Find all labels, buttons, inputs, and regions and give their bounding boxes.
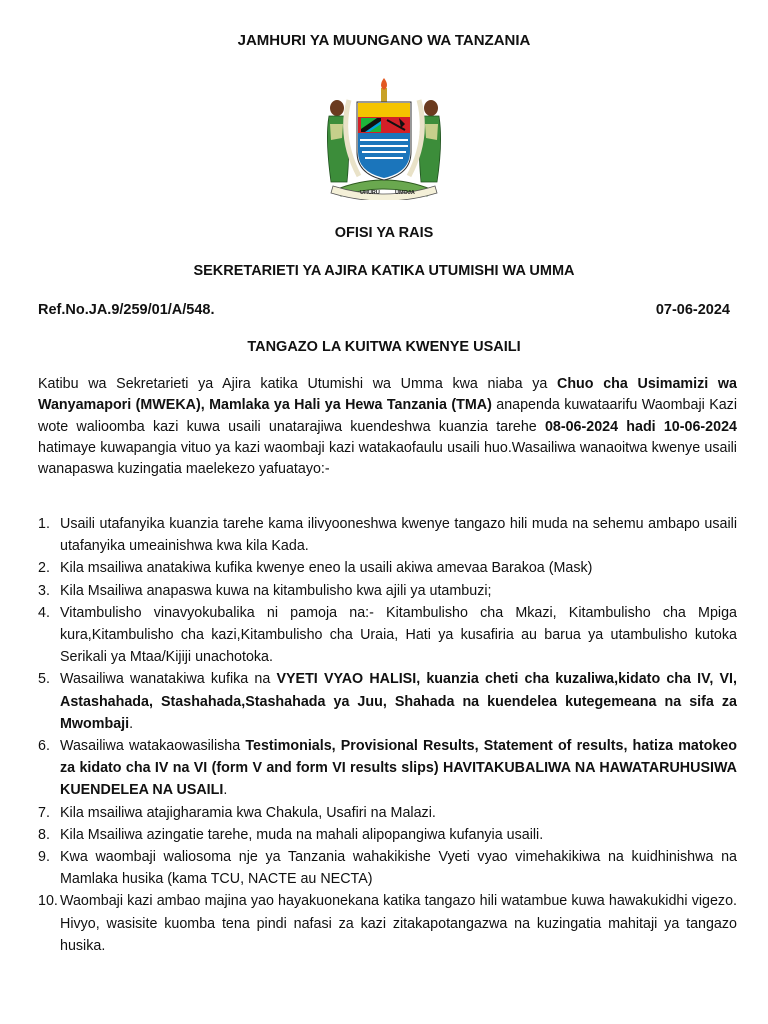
list-item-text: VYETI VYAO HALISI, kuanzia cheti cha kuzaliwa,kidato cha IV, VI, Astashahada, Stashahada,Stashahada ya Juu, Shahada na kuendelea kutegemeana na sifa za Mwombaji [60,671,737,732]
list-item-number: 9. [38,849,50,866]
motto-left: UHURU [360,190,380,196]
list-item-text: Kila msailiwa anatakiwa kufika kwenye eneo la usaili akiwa amevaa Barakoa (Mask) [60,560,593,577]
list-item-number: 7. [38,804,50,821]
list-item-number: 6. [38,738,50,755]
secretariat-heading: SEKRETARIETI YA AJIRA KATIKA UTUMISHI WA UMMA [193,263,575,279]
list-item-number: 5. [38,671,50,688]
list-item [0,557,768,579]
country-heading: JAMHURI YA MUUNGANO WA TANZANIA [237,32,531,49]
intro-text-run: Chuo cha Usimamizi wa Wanyamapori (MWEKA), Mamlaka ya Hali ya Hewa Tanzania (TMA) [38,376,737,414]
intro-text-run: anapenda kuwataarifu Waombaji Kazi wote walioomba kazi kuwa usaili unatarajiwa kuendeshwa kuanzia tarehe [38,397,738,435]
list-item [0,735,768,802]
list-item-text: Usaili utafanyika kuanzia tarehe kama ilivyooneshwa kwenye tangazo hili muda na sehemu ambapo usaili utafanyika umeainishwa kwa kila Kada. [60,516,737,555]
list-item-number: 1. [38,516,50,532]
list-item [0,890,768,957]
coat-of-arms-emblem [315,78,453,200]
list-item [0,668,768,735]
notice-title: TANGAZO LA KUITWA KWENYE USAILI [247,339,521,355]
list-item [0,824,768,846]
list-item [0,513,768,557]
intro-text-run: 08-06-2024 hadi 10-06-2024 [544,418,737,435]
list-item-number: 4. [38,604,50,621]
intro-text-run: hatimaye kuwapangia vituo ya kazi waombaji kazi watakaofaulu usaili huo.Wasailiwa wanaoitwa kwenye usaili wanapaswa kuzingatia maelekezo yafuatayo:- [38,439,737,478]
instructions-list [0,513,768,957]
reference-date: 07-06-2024 [655,302,730,318]
list-item-number: 8. [38,826,50,843]
reference-number: Ref.No.JA.9/259/01/A/548. [38,302,215,318]
list-item-text: Kila msailiwa atajigharamia kwa Chakula, Usafiri na Malazi. [60,804,436,821]
list-item [0,602,768,669]
list-item [0,802,768,824]
list-item-text: Waombaji kazi ambao majina yao hayakuonekana katika tangazo hili watambue kuwa hawakukidhi vigezo. Hivyo, wasisite kuomba tena pindi nafasi za kazi zitakapotangazwa na kuzingatia mahitaji ya tangazo husika. [60,893,737,954]
list-item-text: Testimonials, Provisional Results, Statement of results, hatiza matokeo za kidato cha IV na VI (form V and form VI results slips) HAVITAKUBALIWA NA HAWATARUHUSIWA KUENDELEA NA USAILI [60,738,737,799]
list-item-number: 2. [38,560,50,577]
list-item-text: Vitambulisho vinavyokubalika ni pamoja na:- Kitambulisho cha Mkazi, Kitambulisho cha Mpiga kura,Kitambulisho cha kazi,Kitambulisho cha Uraia, Hati ya kusafiria au barua ya utambulisho kutoka Serikali ya Mtaa/Kijiji unachotoka. [60,604,737,666]
list-item-number: 10. [38,893,58,910]
motto-right: UMOJA [395,190,415,196]
intro-text-run: Katibu wa Sekretarieti ya Ajira katika Utumishi wa Umma kwa niaba ya [38,376,557,392]
intro-paragraph [38,374,737,480]
list-item-text: Kila Msailiwa anapaswa kuwa na kitambulisho kwa ajili ya utambuzi; [60,582,492,599]
list-item [0,580,768,602]
office-heading: OFISI YA RAIS [334,225,434,241]
list-item-text: Wasailiwa wanatakiwa kufika na [60,671,277,688]
list-item-text: Kwa waombaji waliosoma nje ya Tanzania wahakikishe Vyeti vyao vimehakikiwa na kuidhinishwa na Mamlaka husika (kama TCU, NACTE au NECTA) [60,849,737,888]
list-item-number: 3. [38,582,50,599]
list-item-text: Kila Msailiwa azingatie tarehe, muda na mahali alipopangiwa kufanyia usaili. [60,826,544,843]
list-item-text: . [223,782,228,799]
list-item-text: Wasailiwa watakaowasilisha [60,738,246,755]
list-item-text: . [129,715,134,732]
list-item [0,846,768,890]
